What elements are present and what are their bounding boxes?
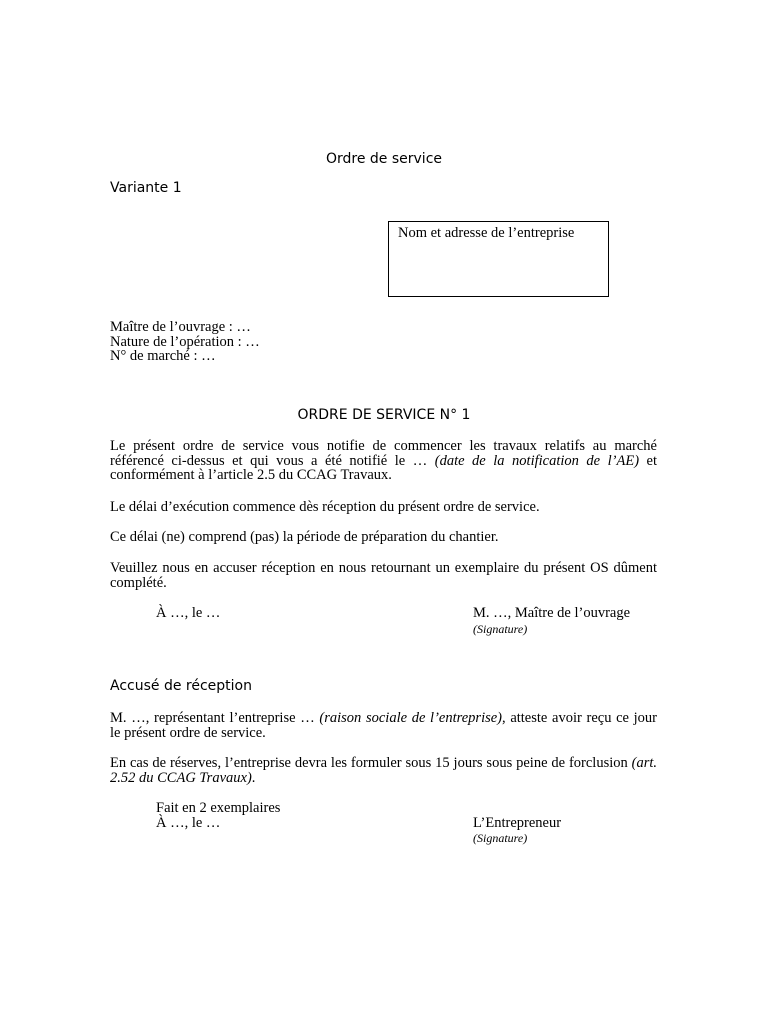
company-address-box [388, 221, 609, 297]
signer-2: L’Entrepreneur [473, 815, 562, 831]
signature-label-1: (Signature) [473, 622, 528, 636]
signature-label-2: (Signature) [473, 831, 528, 845]
company-address-label: Nom et adresse de l’entreprise [398, 225, 575, 241]
os-title: ORDRE DE SERVICE N° 1 [297, 407, 471, 423]
delay-start-paragraph: Le délai d’exécution commence dès réception du présent ordre de service. [110, 499, 540, 515]
receipt-paragraph: M. …, représentant l’entreprise … (raison sociale de l’entreprise), atteste avoir reçu ce jour le présent ordre de service. [110, 710, 658, 741]
operation-line: Nature de l’opération : … [110, 333, 260, 350]
signer-1: M. …, Maître de l’ouvrage [473, 605, 631, 621]
copies-line: Fait en 2 exemplaires [156, 800, 281, 816]
reservations-paragraph: En cas de réserves, l’entreprise devra les formuler sous 15 jours sous peine de forclusion (art. 2.52 du CCAG Travaux). [110, 755, 657, 786]
place-date-2: À …, le … [156, 815, 221, 831]
preparation-period-paragraph: Ce délai (ne) comprend (pas) la période de préparation du chantier. [110, 529, 499, 545]
variant-label: Variante 1 [110, 180, 182, 196]
notification-paragraph: Le présent ordre de service vous notifie de commencer les travaux relatifs au marché référencé ci-dessus et qui vous a été notifié le … (date de la notification de l’AE) et conformément à l’article 2.5 du CCAG Travaux. [110, 438, 658, 483]
client-line: Maître de l’ouvrage : … [110, 319, 251, 335]
document-heading: Ordre de service [325, 151, 443, 167]
place-date-1: À …, le … [156, 605, 221, 621]
receipt-heading: Accusé de réception [110, 678, 252, 694]
contract-number-line: N° de marché : … [110, 348, 216, 364]
acknowledge-request-paragraph: Veuillez nous en accuser réception en nous retournant un exemplaire du présent OS dûment complété. [110, 560, 657, 591]
contract-info [110, 320, 260, 364]
